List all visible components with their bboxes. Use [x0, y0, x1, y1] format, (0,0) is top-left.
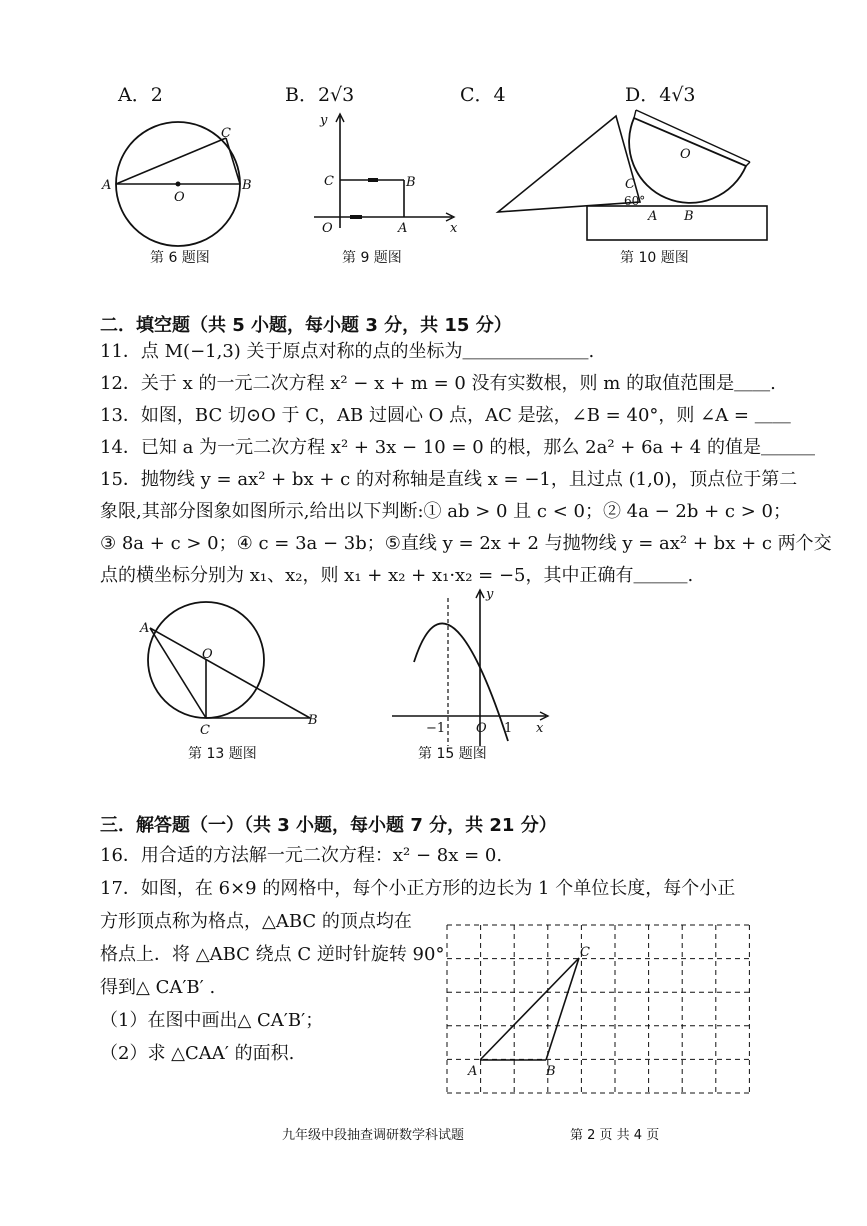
fig9-label-o: O: [322, 221, 333, 236]
question-15-line4: 点的横坐标分别为 x₁、x₂，则 x₁ + x₂ + x₁·x₂ = −5，其中正确有＿＿＿.: [100, 565, 694, 586]
fig13-label-a: A: [140, 621, 150, 636]
fig10-label-o: O: [680, 147, 691, 162]
fig13-label-c: C: [200, 723, 210, 738]
question-14: 14．已知 a 为一元二次方程 x² + 3x − 10 = 0 的根，那么 2a² + 6a + 4 的值是＿＿＿: [100, 437, 815, 458]
question-13: 13．如图，BC 切⊙O 于 C，AB 过圆心 O 点，AC 是弦，∠B = 40°，则 ∠A = ＿＿: [100, 405, 791, 426]
question-11: 11．点 M(−1,3) 关于原点对称的点的坐标为＿＿＿＿＿＿＿.: [100, 341, 595, 362]
question-17-line4: 得到△ CA′B′ .: [100, 977, 216, 998]
question-15-line1: 15．抛物线 y = ax² + bx + c 的对称轴是直线 x = −1，且过点 (1,0)，顶点位于第二: [100, 469, 798, 490]
fig10-label-b: B: [684, 209, 694, 224]
question-16: 16．用合适的方法解一元二次方程：x² − 8x = 0.: [100, 845, 503, 866]
figure-13: [138, 612, 328, 742]
section3-heading: 三．解答题（一）（共 3 小题，每小题 7 分，共 21 分）: [100, 815, 557, 836]
question-12: 12．关于 x 的一元二次方程 x² − x + m = 0 没有实数根，则 m 的取值范围是＿＿.: [100, 373, 776, 394]
fig9-caption: 第 9 题图: [342, 250, 402, 266]
fig15-label-o: O: [476, 721, 487, 736]
figure-17-grid: [440, 918, 760, 1108]
section2-heading: 二．填空题（共 5 小题，每小题 3 分，共 15 分）: [100, 315, 512, 336]
fig10-label-a: A: [648, 209, 658, 224]
fig15-label-y: y: [486, 587, 494, 602]
question-17-part1: （1）在图中画出△ CA′B′；: [100, 1010, 324, 1031]
fig13-caption: 第 13 题图: [188, 746, 257, 762]
fig13-label-o: O: [202, 647, 213, 662]
fig10-label-angle: 60°: [624, 194, 646, 208]
question-17-line1: 17．如图，在 6×9 的网格中，每个小正方形的边长为 1 个单位长度，每个小正: [100, 878, 736, 899]
fig15-label-one: 1: [504, 721, 513, 736]
fig6-label-o: O: [174, 190, 185, 205]
fig15-caption: 第 15 题图: [418, 746, 487, 762]
fig6-label-c: C: [221, 126, 231, 141]
fig13-label-b: B: [308, 713, 318, 728]
fig17-label-b: B: [546, 1064, 556, 1079]
question-17-line2: 方形顶点称为格点，△ABC 的顶点均在: [100, 911, 412, 932]
fig6-label-a: A: [102, 178, 112, 193]
figure-6: [102, 112, 268, 252]
question-15-line3: ③ 8a + c > 0；④ c = 3a − 3b；⑤直线 y = 2x + 2 与抛物线 y = ax² + bx + c 两个交: [100, 533, 832, 554]
fig10-label-c: C: [625, 177, 635, 192]
fig17-label-a: A: [468, 1064, 478, 1079]
figure-10: [494, 106, 784, 246]
question-17-line3: 格点上．将 △ABC 绕点 C 逆时针旋转 90°: [100, 944, 445, 965]
fig9-label-b: B: [406, 175, 416, 190]
option-c: C．4: [460, 84, 506, 106]
option-d: D．4√3: [625, 84, 696, 106]
fig6-label-b: B: [242, 178, 252, 193]
fig10-caption: 第 10 题图: [620, 250, 689, 266]
question-15-line2: 象限,其部分图象如图所示,给出以下判断:① ab > 0 且 c < 0；② 4a − 2b + c > 0；: [100, 501, 791, 522]
option-b: B．2√3: [285, 84, 355, 106]
figure-9: [310, 110, 460, 240]
fig15-label-neg1: −1: [426, 721, 446, 736]
fig17-label-c: C: [580, 945, 590, 960]
fig9-label-c: C: [324, 174, 334, 189]
fig9-label-x: x: [450, 221, 458, 236]
question-17-part2: （2）求 △CAA′ 的面积.: [100, 1043, 295, 1064]
footer-page: 第 2 页 共 4 页: [570, 1128, 660, 1143]
fig9-label-a: A: [398, 221, 408, 236]
fig15-label-x: x: [536, 721, 544, 736]
option-a: A．2: [118, 84, 163, 106]
fig6-caption: 第 6 题图: [150, 250, 210, 266]
footer-title: 九年级中段抽查调研数学科试题: [282, 1128, 465, 1143]
figure-15: [390, 586, 550, 746]
fig9-label-y: y: [320, 113, 328, 128]
